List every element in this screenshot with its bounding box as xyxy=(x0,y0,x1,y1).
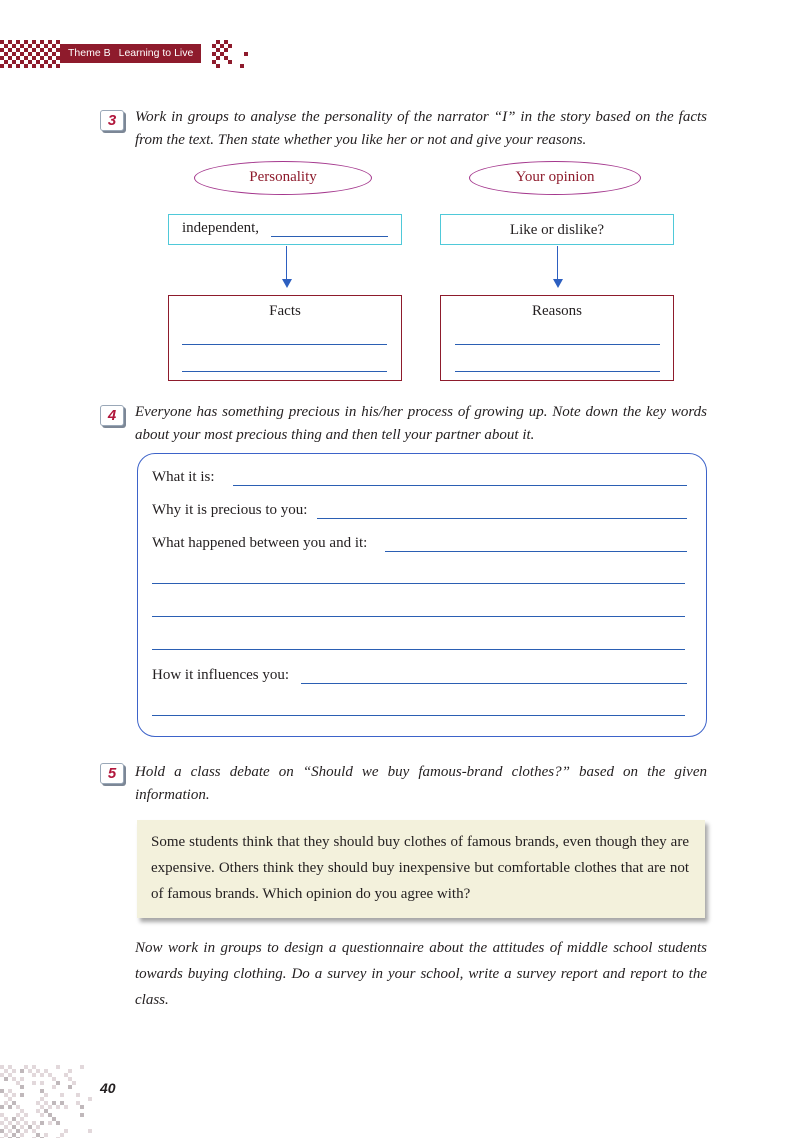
influence-line[interactable] xyxy=(152,715,685,716)
footer-pattern xyxy=(0,1065,95,1138)
arrow-down-icon xyxy=(553,279,563,288)
arrow-right-line xyxy=(557,246,558,280)
personality-box xyxy=(168,214,402,245)
reasons-box xyxy=(440,295,674,381)
header-title: Learning to Live xyxy=(118,47,194,59)
influence-line[interactable] xyxy=(301,683,687,684)
happened-line[interactable] xyxy=(152,583,685,584)
facts-line[interactable] xyxy=(182,344,387,345)
personality-blank-line[interactable] xyxy=(271,236,388,237)
reasons-line[interactable] xyxy=(455,344,660,345)
influence-label: How it influences you: xyxy=(152,667,290,683)
personality-box-text: independent, xyxy=(182,220,260,236)
exercise-3-instruction: Work in groups to analyse the personality of the narrator “I” in the story based on the facts from the text. Then state whether you like her or not and give your reasons. xyxy=(135,109,707,148)
exercise-5-followup: Now work in groups to design a questionnaire about the attitudes of middle school students towards buying clothing. Do a survey in your school, write a survey report and report to the class. xyxy=(135,940,707,1008)
why-line[interactable] xyxy=(317,518,687,519)
debate-note: Some students think that they should buy clothes of famous brands, even though they are expensive. Others think they should buy inexpensive but comfortable clothes that are not of famous brands. Which opinion do you agree with? xyxy=(137,820,705,918)
facts-box xyxy=(168,295,402,381)
exercise-5-instruction: Hold a class debate on “Should we buy famous-brand clothes?” based on the given information. xyxy=(135,764,707,803)
what-line[interactable] xyxy=(233,485,687,486)
what-label: What it is: xyxy=(152,469,215,485)
arrow-left-line xyxy=(286,246,287,280)
reasons-line[interactable] xyxy=(455,371,660,372)
facts-line[interactable] xyxy=(182,371,387,372)
exercise-5-badge: 5 xyxy=(100,763,124,784)
header-theme: Theme B xyxy=(68,47,111,59)
happened-label: What happened between you and it: xyxy=(152,535,368,551)
exercise-4-instruction: Everyone has something precious in his/her process of growing up. Note down the key words about your most precious thing and then tell your partner about it. xyxy=(135,404,707,443)
page-number: 40 xyxy=(100,1080,116,1096)
opinion-oval: Your opinion xyxy=(469,161,641,195)
reasons-label: Reasons xyxy=(532,303,582,319)
happened-line[interactable] xyxy=(152,616,685,617)
arrow-down-icon xyxy=(282,279,292,288)
happened-line[interactable] xyxy=(385,551,687,552)
facts-label: Facts xyxy=(269,303,301,319)
precious-thing-box xyxy=(137,453,707,737)
happened-line[interactable] xyxy=(152,649,685,650)
exercise-4-badge: 4 xyxy=(100,405,124,426)
why-label: Why it is precious to you: xyxy=(152,502,308,518)
header-tag xyxy=(60,44,201,63)
personality-oval: Personality xyxy=(194,161,372,195)
opinion-box: Like or dislike? xyxy=(440,214,674,245)
exercise-3-badge: 3 xyxy=(100,110,124,131)
